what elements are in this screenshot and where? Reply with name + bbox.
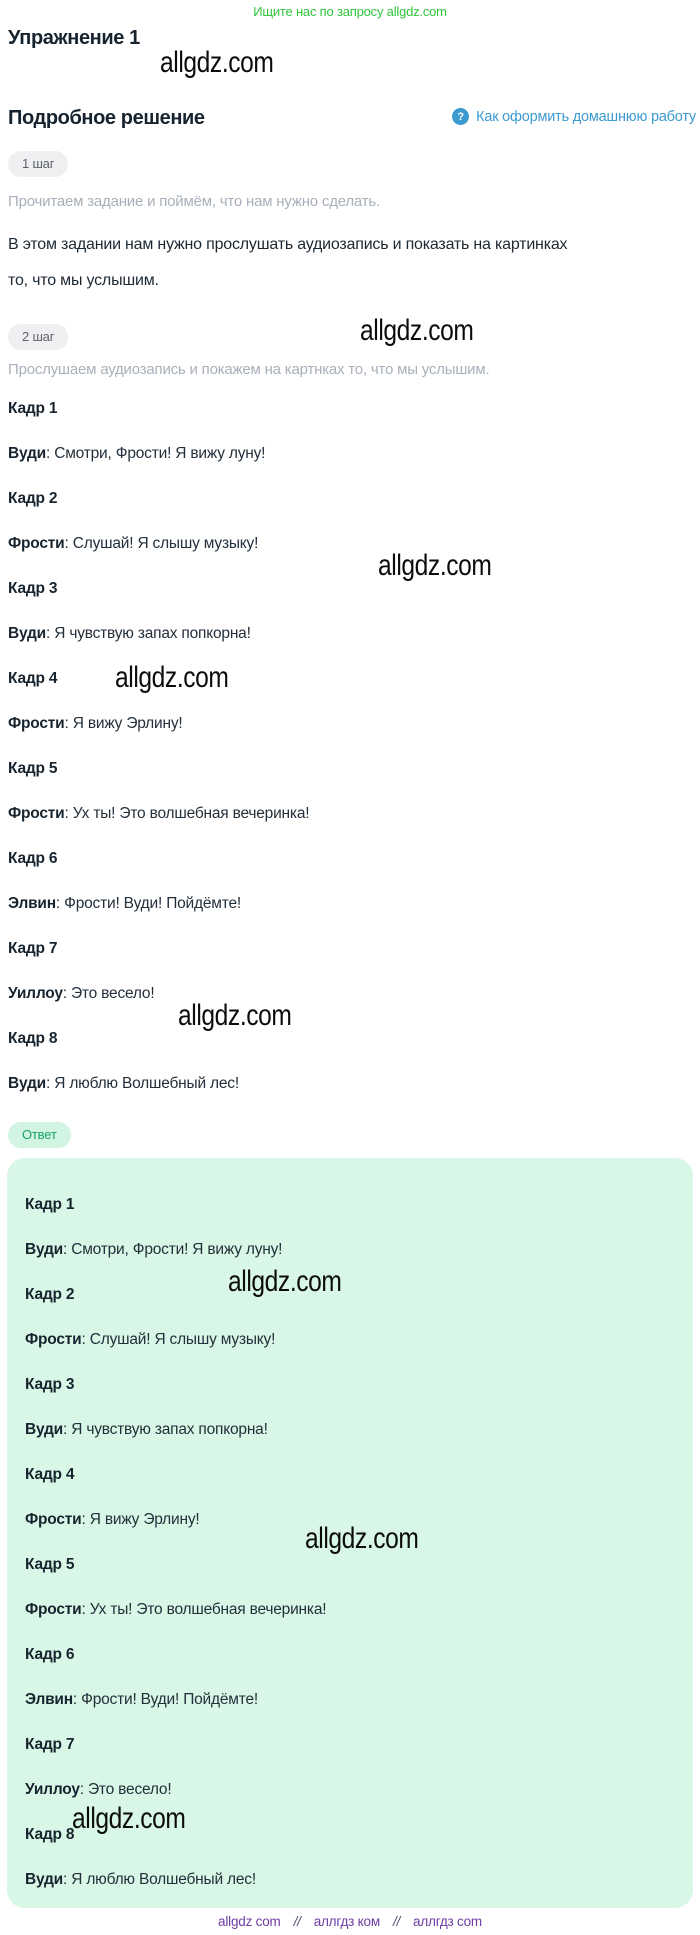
watermark: allgdz.com bbox=[228, 1265, 342, 1298]
watermark: allgdz.com bbox=[178, 999, 292, 1032]
footer-separator: // bbox=[293, 1914, 301, 1929]
frame-title: Кадр 1 bbox=[8, 400, 58, 417]
frame-speaker: Элвин bbox=[25, 1691, 73, 1708]
frame-title: Кадр 2 bbox=[25, 1286, 75, 1303]
frame-title: Кадр 5 bbox=[8, 760, 58, 777]
frame-block bbox=[8, 400, 688, 490]
frame-block bbox=[25, 1286, 665, 1376]
frame-title: Кадр 4 bbox=[25, 1466, 75, 1483]
frame-block bbox=[25, 1376, 665, 1466]
footer bbox=[0, 1914, 700, 1929]
exercise-title: Упражнение 1 bbox=[8, 27, 140, 49]
footer-link-3[interactable]: аллгдз com bbox=[413, 1914, 482, 1929]
frame-dialogue: Вуди: Я чувствую запах попкорна! bbox=[25, 1421, 268, 1438]
answer-frames-list bbox=[25, 1196, 665, 1916]
watermark: allgdz.com bbox=[160, 46, 274, 79]
frame-block bbox=[25, 1556, 665, 1646]
watermark: allgdz.com bbox=[305, 1522, 419, 1555]
frame-speaker: Уиллоу bbox=[25, 1781, 80, 1798]
frame-title: Кадр 7 bbox=[8, 940, 58, 957]
answer-box bbox=[7, 1158, 693, 1908]
step-1-body: В этом задании нам нужно прослушать аудиозапись и показать на картинках то, что мы услышим. bbox=[8, 236, 568, 289]
frame-block bbox=[25, 1646, 665, 1736]
frame-block bbox=[8, 490, 688, 580]
frame-dialogue: Вуди: Я люблю Волшебный лес! bbox=[8, 1075, 239, 1092]
frame-block bbox=[8, 760, 688, 850]
frame-dialogue: Элвин: Фрости! Вуди! Пойдёмте! bbox=[8, 895, 241, 912]
help-link-label: Как оформить домашнюю работу bbox=[476, 108, 696, 125]
footer-link-2[interactable]: аллгдз ком bbox=[313, 1914, 380, 1929]
frame-speaker: Вуди bbox=[8, 1075, 46, 1092]
frame-speaker: Уиллоу bbox=[8, 985, 63, 1002]
frame-block bbox=[8, 670, 688, 760]
help-link[interactable] bbox=[452, 108, 696, 125]
frame-speaker: Фрости bbox=[8, 805, 65, 822]
frames-list bbox=[8, 400, 688, 1120]
footer-separator: // bbox=[392, 1914, 401, 1929]
frame-block bbox=[25, 1736, 665, 1826]
frame-dialogue: Фрости: Слушай! Я слышу музыку! bbox=[25, 1331, 276, 1348]
frame-title: Кадр 8 bbox=[25, 1826, 75, 1843]
frame-dialogue: Уиллоу: Это весело! bbox=[8, 985, 155, 1002]
watermark: allgdz.com bbox=[378, 549, 492, 582]
watermark: allgdz.com bbox=[72, 1802, 186, 1835]
frame-dialogue: Вуди: Смотри, Фрости! Я вижу луну! bbox=[8, 445, 266, 462]
frame-speaker: Элвин bbox=[8, 895, 56, 912]
answer-badge: Ответ bbox=[8, 1122, 71, 1148]
frame-dialogue: Вуди: Я люблю Волшебный лес! bbox=[25, 1871, 256, 1888]
question-circle-icon: ? bbox=[452, 108, 469, 125]
frame-speaker: Вуди bbox=[25, 1241, 63, 1258]
watermark: allgdz.com bbox=[360, 314, 474, 347]
step-1-badge: 1 шаг bbox=[8, 151, 68, 177]
search-query-hint: Ищите нас по запросу allgdz.com bbox=[253, 4, 447, 19]
frame-title: Кадр 8 bbox=[8, 1030, 58, 1047]
frame-block bbox=[8, 580, 688, 670]
step-2-hint: Прослушаем аудиозапись и покажем на картнках то, что мы услышим. bbox=[8, 361, 490, 378]
frame-block bbox=[8, 850, 688, 940]
frame-speaker: Вуди bbox=[8, 625, 46, 642]
frame-speaker: Вуди bbox=[25, 1871, 63, 1888]
frame-speaker: Фрости bbox=[8, 535, 65, 552]
frame-dialogue: Элвин: Фрости! Вуди! Пойдёмте! bbox=[25, 1691, 258, 1708]
footer-link-1[interactable]: allgdz com bbox=[218, 1914, 281, 1929]
frame-block bbox=[25, 1466, 665, 1556]
frame-title: Кадр 5 bbox=[25, 1556, 75, 1573]
frame-title: Кадр 6 bbox=[25, 1646, 75, 1663]
frame-title: Кадр 7 bbox=[25, 1736, 75, 1753]
frame-dialogue: Фрости: Я вижу Эрлину! bbox=[8, 715, 183, 732]
step-1-hint: Прочитаем задание и поймём, что нам нужно сделать. bbox=[8, 193, 381, 210]
frame-title: Кадр 1 bbox=[25, 1196, 75, 1213]
frame-dialogue: Фрости: Я вижу Эрлину! bbox=[25, 1511, 200, 1528]
frame-title: Кадр 2 bbox=[8, 490, 58, 507]
frame-title: Кадр 3 bbox=[8, 580, 58, 597]
solution-title: Подробное решение bbox=[8, 107, 205, 129]
frame-speaker: Фрости bbox=[25, 1511, 82, 1528]
frame-dialogue: Фрости: Ух ты! Это волшебная вечеринка! bbox=[8, 805, 310, 822]
frame-dialogue: Фрости: Слушай! Я слышу музыку! bbox=[8, 535, 259, 552]
frame-block bbox=[8, 940, 688, 1030]
frame-dialogue: Уиллоу: Это весело! bbox=[25, 1781, 172, 1798]
watermark: allgdz.com bbox=[115, 661, 229, 694]
frame-block bbox=[25, 1826, 665, 1916]
frame-speaker: Фрости bbox=[8, 715, 65, 732]
frame-title: Кадр 4 bbox=[8, 670, 58, 687]
frame-speaker: Вуди bbox=[8, 445, 46, 462]
frame-speaker: Вуди bbox=[25, 1421, 63, 1438]
frame-block bbox=[25, 1196, 665, 1286]
frame-dialogue: Вуди: Я чувствую запах попкорна! bbox=[8, 625, 251, 642]
frame-speaker: Фрости bbox=[25, 1601, 82, 1618]
frame-dialogue: Фрости: Ух ты! Это волшебная вечеринка! bbox=[25, 1601, 327, 1618]
frame-title: Кадр 6 bbox=[8, 850, 58, 867]
frame-block bbox=[8, 1030, 688, 1120]
frame-title: Кадр 3 bbox=[25, 1376, 75, 1393]
frame-speaker: Фрости bbox=[25, 1331, 82, 1348]
step-2-badge: 2 шаг bbox=[8, 324, 68, 350]
frame-dialogue: Вуди: Смотри, Фрости! Я вижу луну! bbox=[25, 1241, 283, 1258]
